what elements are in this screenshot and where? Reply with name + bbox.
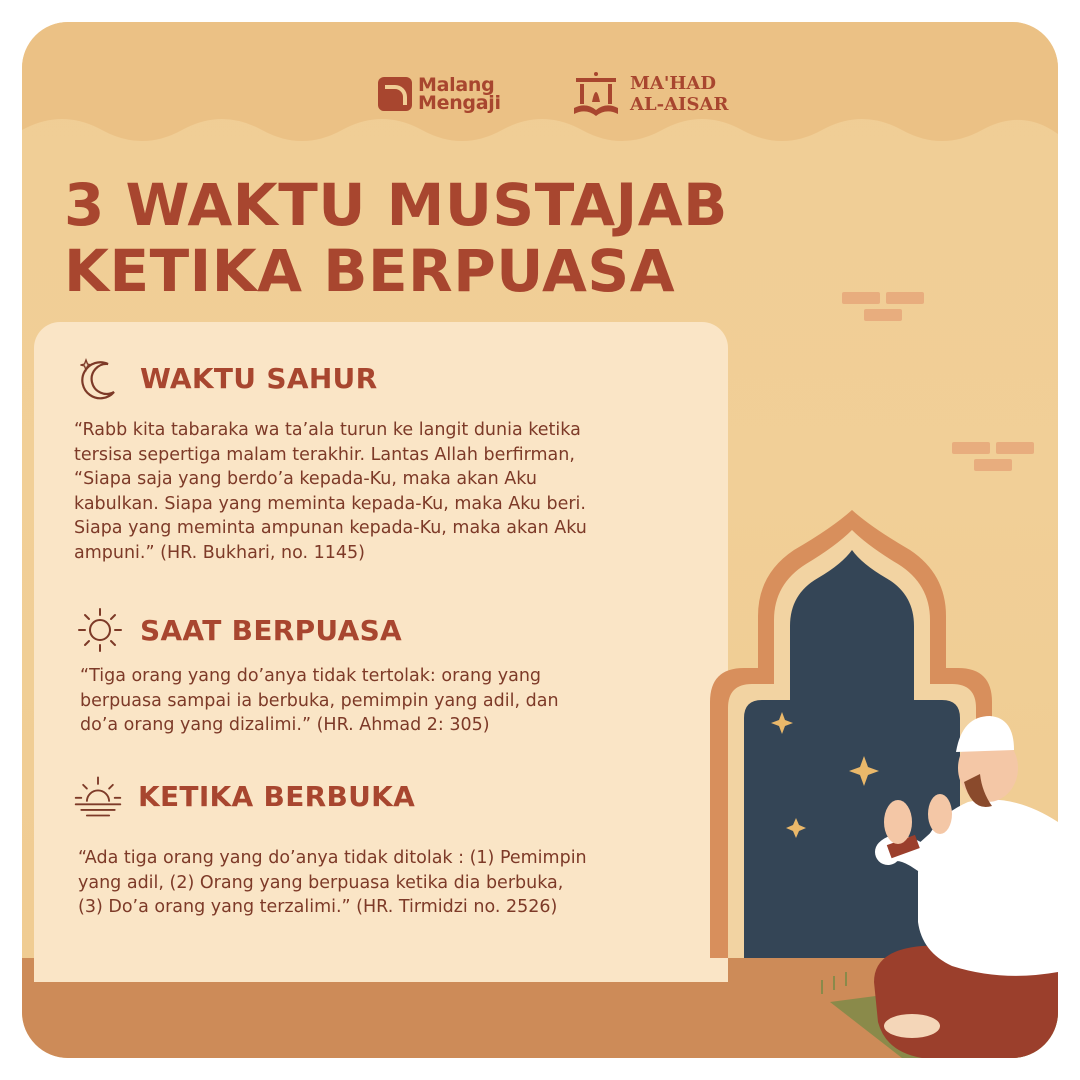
quote-line: “Rabb kita tabaraka wa ta’ala turun ke langit dunia ketika xyxy=(74,420,581,440)
quote-line: “Siapa saja yang berdo’a kepada-Ku, maka akan Aku xyxy=(74,469,537,489)
quote-line: tersisa sepertiga malam terakhir. Lantas Allah berfirman, xyxy=(74,444,575,465)
malang-logo-line2: Mengaji xyxy=(418,92,501,114)
quote-line: kabulkan. Siapa yang meminta kepada-Ku, maka Aku beri. xyxy=(74,493,586,514)
malang-logo-line1: Malang xyxy=(418,74,495,96)
section-heading: KETIKA BERBUKA xyxy=(138,779,416,813)
quote-line: yang adil, (2) Orang yang berpuasa ketika dia berbuka, xyxy=(78,872,564,893)
section-heading: WAKTU SAHUR xyxy=(140,361,378,395)
title-line-2: KETIKA BERPUASA xyxy=(64,237,676,305)
quote-line: (3) Do’a orang yang terzalimi.” (HR. Tirmidzi no. 2526) xyxy=(78,897,558,917)
quote-line: do’a orang yang dizalimi.” (HR. Ahmad 2: 305) xyxy=(80,715,490,735)
poster-card xyxy=(22,22,1058,1058)
title-line-1: 3 WAKTU MUSTAJAB xyxy=(64,171,728,239)
mahad-logo-line1: MA'HAD xyxy=(630,73,716,94)
quote-line: Siapa yang meminta ampunan kepada-Ku, maka akan Aku xyxy=(74,518,587,538)
quote-line: ampuni.” (HR. Bukhari, no. 1145) xyxy=(74,542,365,563)
section-heading: SAAT BERPUASA xyxy=(140,613,403,647)
mahad-logo-line2: AL-AISAR xyxy=(630,94,729,115)
quote-line: “Tiga orang yang do’anya tidak tertolak: orang yang xyxy=(80,666,542,686)
praying-man-illustration xyxy=(22,22,1058,1058)
quote-line: “Ada tiga orang yang do’anya tidak ditolak : (1) Pemimpin xyxy=(78,848,587,868)
quote-line: berpuasa sampai ia berbuka, pemimpin yang adil, dan xyxy=(80,690,559,711)
